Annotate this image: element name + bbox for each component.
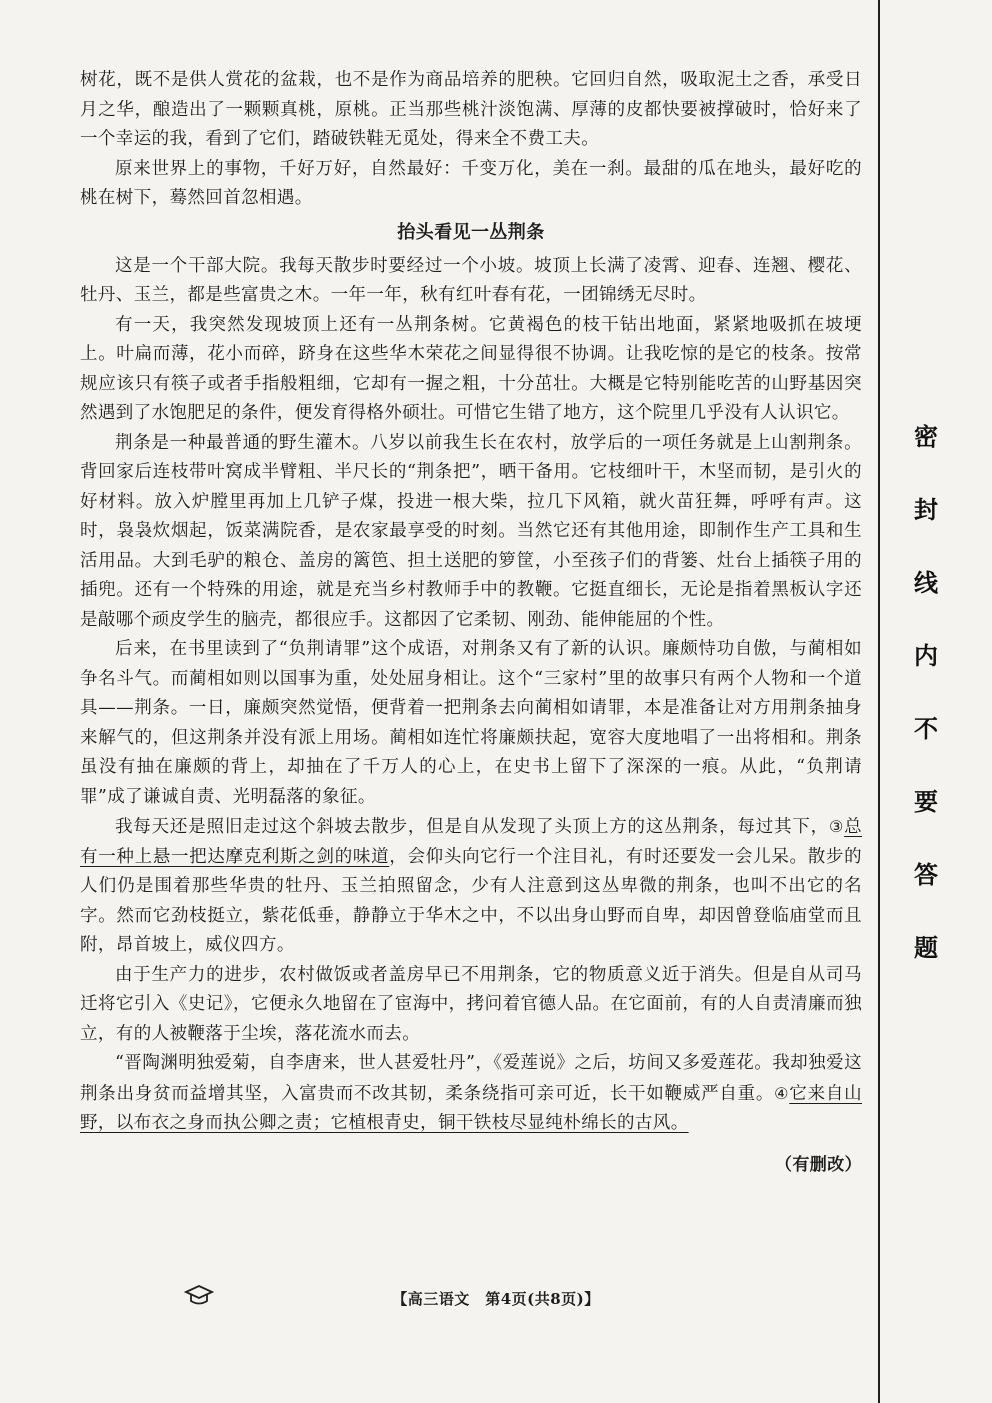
passage-title: 抬头看见一丛荆条 (397, 221, 545, 243)
paragraph-7-lead: “晋陶渊明独爱菊，自李唐来，世人甚爱牡丹”，《爱莲说》之后，坊间又多爱莲花。我却独爱这荆条出身贫而益增其坚，入富贵而不改其韧，柔条绕指可亲可近，长干如鞭威严自重。 (80, 1053, 862, 1104)
seal-line-rule (878, 0, 880, 1403)
seal-char: 内 (914, 641, 938, 670)
page-footer: 【高三语文 第4页(共8页)】 (392, 1290, 600, 1308)
underlined-sentence-4: 它来自山野，以布衣之身而执公卿之责；它植根青史，铜干铁枝尽显纯朴绵长的古风。 (80, 1083, 862, 1133)
seal-char: 封 (914, 495, 938, 524)
seal-line-notice (896, 400, 956, 984)
seal-char: 答 (914, 860, 938, 889)
body-paragraph-6: 由于生产力的进步，农村做饭或者盖房早已不用荆条，它的物质意义近于消失。但是自从司马迁将它引入《史记》，它便永久地留在了宦海中，拷问着官德人品。在它面前，有的人自责清廉而独立，有的人被鞭落于尘埃，落花流水而去。 (80, 964, 862, 1044)
body-paragraph-4: 后来，在书里读到了“负荆请罪”这个成语，对荆条又有了新的认识。廉颇恃功自傲，与蔺相如争名斗气。而蔺相如则以国事为重，处处屈身相让。这个“三家村”里的故事只有两个人物和一个道具——荆条。一日，廉颇突然觉悟，便背着一把荆条去向蔺相如请罪，本是准备让对方用荆条抽身来解气的，但这荆条并没有派上用场。蔺相如连忙将廉颇扶起，宽容大度地唱了一出将相和。荆条虽没有抽在廉颇的背上，却抽在了千万人的心上，在史书上留下了深深的一痕。从此，“负荆请罪”成了谦诚自责、光明磊落的象征。 (80, 639, 862, 807)
edited-note: （有删改） (775, 1154, 862, 1175)
paragraph-5-tail: ，会仰头向它行一个注目礼，有时还要发一会儿呆。散步的人们仍是围着那些华贵的牡丹、玉兰拍照留念，少有人注意到这丛卑微的荆条，也叫不出它的名字。然而它劲枝挺立，紫花低垂，静静立于华木之中，不以出身山野而自卑，却因曾登临庙堂而且附，昂首坡上，威仪四方。 (80, 846, 862, 955)
intro-paragraph-2: 原来世界上的事物，千好万好，自然最好：千变万化，美在一刹。最甜的瓜在地头，最好吃的桃在树下，蓦然回首忽相遇。 (80, 158, 862, 208)
seal-char: 不 (914, 714, 938, 743)
seal-char: 线 (914, 568, 938, 597)
intro-paragraph-1: 树花，既不是供人赏花的盆栽，也不是作为商品培养的肥秧。它回归自然，吸取泥土之香，承受日月之华，酿造出了一颗颗真桃，原桃。正当那些桃汁淡饱满、厚薄的皮都快要被撑破时，恰好来了一个幸运的我，看到了它们，踏破铁鞋无觅处，得来全不费工夫。 (80, 70, 862, 149)
seal-char: 要 (914, 787, 938, 816)
body-paragraph-7 (80, 1049, 862, 1139)
question-marker-3: ③ (828, 817, 845, 836)
body-paragraph-2: 有一天，我突然发现坡顶上还有一丛荆条树。它黄褐色的枝干钻出地面，紧紧地吸抓在坡埂上。叶扁而薄，花小而碎，跻身在这些华木荣花之间显得很不协调。让我吃惊的是它的枝条。按常规应该只有筷子或者手指般粗细，它却有一握之粗，十分茁壮。大概是它特别能吃苦的山野基因突然遇到了水饱肥足的条件，便发育得格外硕壮。可惜它生错了地方，这个院里几乎没有人认识它。 (80, 314, 862, 423)
body-paragraph-5 (80, 812, 862, 961)
paragraph-5-lead: 我每天还是照旧走过这个斜坡去散步，但是自从发现了头顶上方的这丛荆条，每过其下， (115, 817, 829, 837)
seal-char: 密 (914, 422, 938, 451)
question-marker-4: ④ (774, 1083, 790, 1103)
seal-char: 题 (914, 933, 938, 962)
body-paragraph-1: 这是一个干部大院。我每天散步时要经过一个小坡。坡顶上长满了凌霄、迎春、连翘、樱花、牡丹、玉兰，都是些富贵之木。一年一年，秋有红叶春有花，一团锦绣无尽时。 (80, 255, 862, 305)
body-paragraph-3: 荆条是一种最普通的野生灌木。八岁以前我生长在农村，放学后的一项任务就是上山割荆条。背回家后连枝带叶窝成半臂粗、半尺长的“荆条把”，晒干备用。它枝细叶干，木坚而韧，是引火的好材料。放入炉膛里再加上几铲子煤，投进一根大柴，拉几下风箱，就火苗狂舞，呼呼有声。这时，袅袅炊烟起，饭菜满院香，是农家最享受的时刻。当然它还有其他用途，即制作生产工具和生活用品。大到毛驴的粮仓、盖房的篱笆、担土送肥的箩筐，小至孩子们的背篓、灶台上插筷子用的插兜。还有一个特殊的用途，就是充当乡村教师手中的教鞭。它挺直细长，无论是指着黑板认字还是敲哪个顽皮学生的脑壳，都很应手。这都因了它柔韧、刚劲、能伸能屈的个性。 (80, 432, 862, 630)
reading-passage (80, 66, 862, 1180)
underlined-sentence-3: 总有一种上悬一把达摩克利斯之剑的味道 (80, 817, 862, 867)
